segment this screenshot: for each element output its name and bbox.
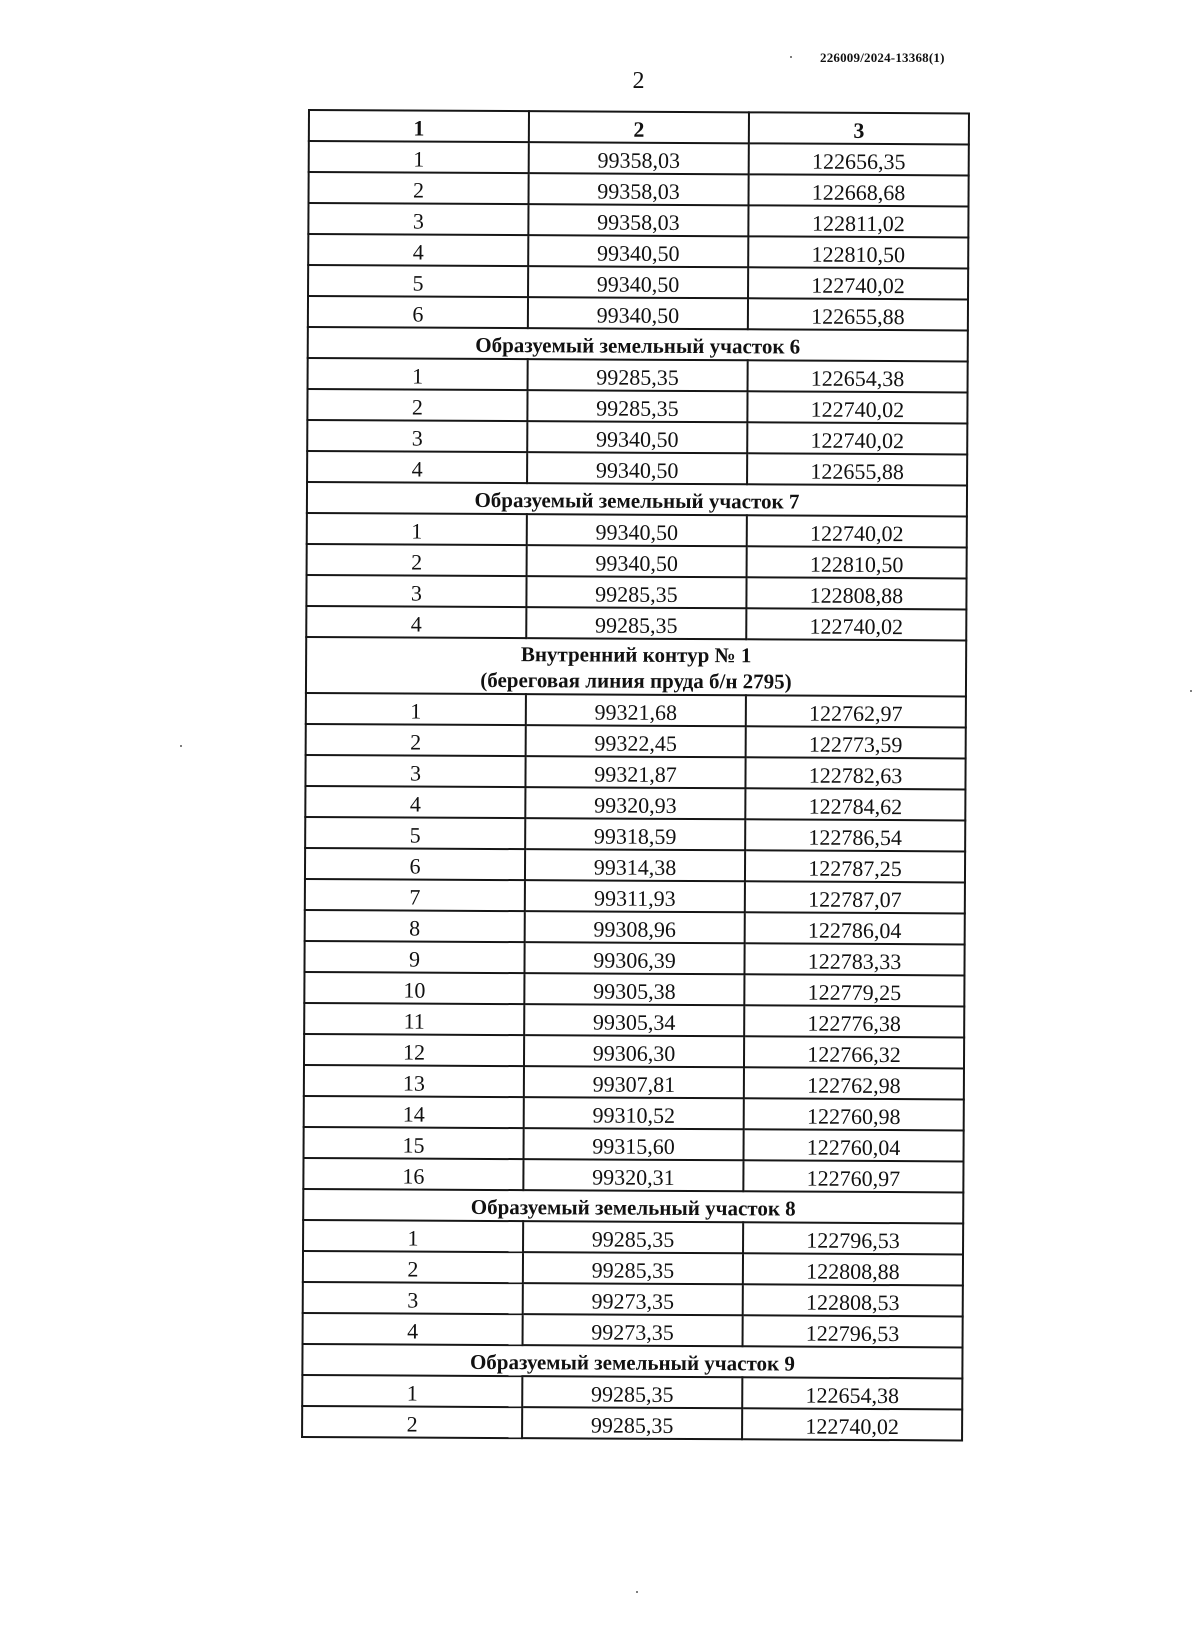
x-coordinate-cell: 99306,39 [524, 942, 744, 974]
table-row [308, 358, 968, 392]
y-coordinate-cell: 122776,38 [744, 1005, 964, 1037]
y-coordinate-cell: 122811,02 [748, 205, 968, 237]
table-row [304, 1034, 964, 1068]
table-row [303, 1313, 963, 1347]
x-coordinate-cell: 99358,03 [528, 204, 748, 236]
y-coordinate-cell: 122787,07 [745, 881, 965, 913]
section-title-line: (береговая линия пруда б/н 2795) [480, 667, 792, 694]
point-number-cell: 4 [306, 606, 526, 638]
table-row [305, 910, 965, 944]
x-coordinate-cell: 99318,59 [525, 818, 745, 850]
x-coordinate-cell: 99340,50 [528, 235, 748, 267]
x-coordinate-cell: 99340,50 [527, 421, 747, 453]
y-coordinate-cell: 122783,33 [744, 943, 964, 975]
x-coordinate-cell: 99320,93 [525, 787, 745, 819]
y-coordinate-cell: 122740,02 [747, 391, 967, 423]
x-coordinate-cell: 99340,50 [527, 514, 747, 546]
section-header-row [302, 1344, 962, 1378]
x-coordinate-cell: 99310,52 [524, 1097, 744, 1129]
section-title [303, 1189, 963, 1223]
table-row [305, 786, 965, 820]
table-row [303, 1220, 963, 1254]
y-coordinate-cell: 122656,35 [749, 143, 969, 175]
table-row [308, 265, 968, 299]
table-row [308, 296, 968, 330]
y-coordinate-cell: 122766,32 [744, 1036, 964, 1068]
y-coordinate-cell: 122808,88 [743, 1253, 963, 1285]
x-coordinate-cell: 99273,35 [523, 1314, 743, 1346]
y-coordinate-cell: 122655,88 [747, 453, 967, 485]
section-title [306, 637, 966, 696]
point-number-cell: 1 [303, 1220, 523, 1252]
section-title [308, 327, 968, 361]
x-coordinate-cell: 99285,35 [526, 576, 746, 608]
table-row [305, 755, 965, 789]
y-coordinate-cell: 122654,38 [748, 360, 968, 392]
point-number-cell: 1 [309, 141, 529, 173]
point-number-cell: 1 [306, 693, 526, 725]
y-coordinate-cell: 122796,53 [743, 1222, 963, 1254]
x-coordinate-cell: 99320,31 [523, 1159, 743, 1191]
y-coordinate-cell: 122762,97 [746, 695, 966, 727]
section-title [302, 1344, 962, 1378]
point-number-cell: 2 [307, 389, 527, 421]
x-coordinate-cell: 99285,35 [522, 1407, 742, 1439]
table-row [303, 1282, 963, 1316]
point-number-cell: 3 [303, 1282, 523, 1314]
x-coordinate-cell: 99305,34 [524, 1004, 744, 1036]
x-coordinate-cell: 99285,35 [523, 1252, 743, 1284]
header-cell-y: 3 [749, 112, 969, 144]
x-coordinate-cell: 99285,35 [526, 607, 746, 639]
table-row [307, 389, 967, 423]
y-coordinate-cell: 122740,02 [747, 422, 967, 454]
x-coordinate-cell: 99340,50 [528, 266, 748, 298]
y-coordinate-cell: 122740,02 [747, 515, 967, 547]
scan-speck [790, 56, 792, 58]
point-number-cell: 11 [304, 1003, 524, 1035]
point-number-cell: 2 [302, 1406, 522, 1438]
y-coordinate-cell: 122760,04 [744, 1129, 964, 1161]
table-row [305, 817, 965, 851]
y-coordinate-cell: 122787,25 [745, 850, 965, 882]
x-coordinate-cell: 99285,35 [528, 359, 748, 391]
table-row [308, 203, 968, 237]
y-coordinate-cell: 122810,50 [748, 236, 968, 268]
y-coordinate-cell: 122654,38 [742, 1377, 962, 1409]
section-title-line: Образуемый земельный участок 6 [475, 332, 801, 359]
y-coordinate-cell: 122773,59 [746, 726, 966, 758]
x-coordinate-cell: 99305,38 [524, 973, 744, 1005]
section-header-row [307, 482, 967, 516]
y-coordinate-cell: 122808,53 [743, 1284, 963, 1316]
point-number-cell: 13 [304, 1065, 524, 1097]
y-coordinate-cell: 122810,50 [747, 546, 967, 578]
coordinates-table-container [301, 109, 968, 1441]
header-cell-point-number: 1 [309, 110, 529, 142]
x-coordinate-cell: 99340,50 [527, 452, 747, 484]
coordinates-table [301, 109, 970, 1441]
x-coordinate-cell: 99306,30 [524, 1035, 744, 1067]
y-coordinate-cell: 122784,62 [745, 788, 965, 820]
table-row [302, 1375, 962, 1409]
y-coordinate-cell: 122808,88 [746, 577, 966, 609]
point-number-cell: 4 [305, 786, 525, 818]
table-row [304, 1003, 964, 1037]
table-row [306, 693, 966, 727]
x-coordinate-cell: 99307,81 [524, 1066, 744, 1098]
x-coordinate-cell: 99308,96 [525, 911, 745, 943]
point-number-cell: 14 [304, 1096, 524, 1128]
x-coordinate-cell: 99285,35 [523, 1221, 743, 1253]
table-row [304, 972, 964, 1006]
point-number-cell: 4 [303, 1313, 523, 1345]
x-coordinate-cell: 99273,35 [523, 1283, 743, 1315]
scan-speck [636, 1591, 638, 1593]
y-coordinate-cell: 122760,98 [744, 1098, 964, 1130]
point-number-cell: 5 [305, 817, 525, 849]
x-coordinate-cell: 99322,45 [526, 725, 746, 757]
point-number-cell: 12 [304, 1034, 524, 1066]
section-header-row [308, 327, 968, 361]
table-row [302, 1406, 962, 1440]
x-coordinate-cell: 99321,68 [526, 694, 746, 726]
x-coordinate-cell: 99340,50 [527, 545, 747, 577]
point-number-cell: 1 [302, 1375, 522, 1407]
point-number-cell: 3 [308, 203, 528, 235]
table-row [308, 234, 968, 268]
section-header-row [306, 637, 966, 696]
point-number-cell: 6 [308, 296, 528, 328]
section-title [307, 482, 967, 516]
point-number-cell: 1 [308, 358, 528, 390]
table-header-row [309, 110, 969, 144]
table-row [306, 724, 966, 758]
point-number-cell: 8 [305, 910, 525, 942]
table-row [303, 1251, 963, 1285]
table-body [302, 110, 969, 1440]
x-coordinate-cell: 99340,50 [528, 297, 748, 329]
y-coordinate-cell: 122655,88 [748, 298, 968, 330]
x-coordinate-cell: 99311,93 [525, 880, 745, 912]
x-coordinate-cell: 99358,03 [529, 142, 749, 174]
table-row [303, 1158, 963, 1192]
point-number-cell: 4 [307, 451, 527, 483]
section-title-line: Образуемый земельный участок 7 [474, 487, 800, 514]
table-row [307, 513, 967, 547]
point-number-cell: 10 [304, 972, 524, 1004]
y-coordinate-cell: 122740,02 [742, 1408, 962, 1440]
section-title-line: Образуемый земельный участок 9 [469, 1349, 795, 1376]
point-number-cell: 6 [305, 848, 525, 880]
table-row [304, 1065, 964, 1099]
x-coordinate-cell: 99321,87 [525, 756, 745, 788]
y-coordinate-cell: 122779,25 [744, 974, 964, 1006]
point-number-cell: 2 [303, 1251, 523, 1283]
y-coordinate-cell: 122782,63 [745, 757, 965, 789]
table-row [307, 420, 967, 454]
point-number-cell: 3 [306, 575, 526, 607]
table-row [307, 451, 967, 485]
scan-speck [1190, 690, 1192, 692]
point-number-cell: 2 [306, 724, 526, 756]
x-coordinate-cell: 99314,38 [525, 849, 745, 881]
point-number-cell: 4 [308, 234, 528, 266]
section-title-line: Внутренний контур № 1 [520, 642, 752, 668]
table-row [304, 941, 964, 975]
table-row [305, 848, 965, 882]
scan-speck [180, 745, 182, 747]
y-coordinate-cell: 122786,54 [745, 819, 965, 851]
table-row [306, 606, 966, 640]
y-coordinate-cell: 122762,98 [744, 1067, 964, 1099]
point-number-cell: 3 [307, 420, 527, 452]
table-row [304, 1096, 964, 1130]
y-coordinate-cell: 122740,02 [746, 608, 966, 640]
x-coordinate-cell: 99315,60 [524, 1128, 744, 1160]
point-number-cell: 7 [305, 879, 525, 911]
point-number-cell: 5 [308, 265, 528, 297]
x-coordinate-cell: 99285,35 [527, 390, 747, 422]
x-coordinate-cell: 99358,03 [529, 173, 749, 205]
point-number-cell: 9 [304, 941, 524, 973]
page-number: 2 [632, 68, 645, 94]
section-title-line: Образуемый земельный участок 8 [470, 1194, 796, 1221]
header-cell-x: 2 [529, 111, 749, 143]
y-coordinate-cell: 122796,53 [743, 1315, 963, 1347]
y-coordinate-cell: 122786,04 [745, 912, 965, 944]
point-number-cell: 2 [309, 172, 529, 204]
point-number-cell: 16 [303, 1158, 523, 1190]
table-row [309, 172, 969, 206]
point-number-cell: 15 [304, 1127, 524, 1159]
y-coordinate-cell: 122740,02 [748, 267, 968, 299]
point-number-cell: 1 [307, 513, 527, 545]
section-header-row [303, 1189, 963, 1223]
x-coordinate-cell: 99285,35 [522, 1376, 742, 1408]
table-row [304, 1127, 964, 1161]
table-row [306, 575, 966, 609]
table-row [307, 544, 967, 578]
point-number-cell: 2 [307, 544, 527, 576]
table-row [309, 141, 969, 175]
point-number-cell: 3 [305, 755, 525, 787]
y-coordinate-cell: 122760,97 [743, 1160, 963, 1192]
table-row [305, 879, 965, 913]
document-id: 226009/2024-13368(1) [820, 50, 945, 65]
y-coordinate-cell: 122668,68 [749, 174, 969, 206]
